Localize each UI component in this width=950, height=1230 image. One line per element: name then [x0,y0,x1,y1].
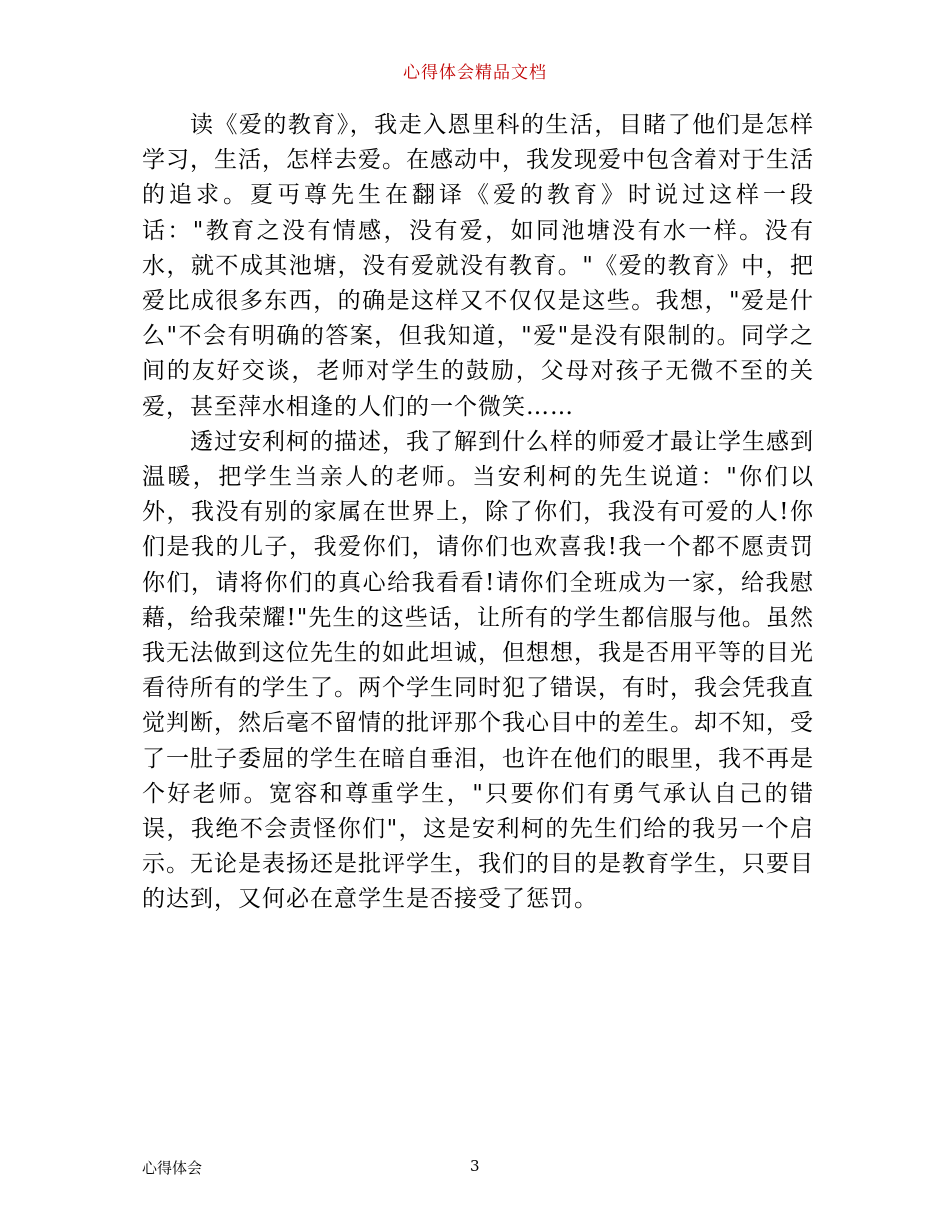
page-number: 3 [470,1157,480,1175]
document-body [142,108,814,918]
paragraph: 读《爱的教育》，我走入恩里科的生活，目睹了他们是怎样学习，生活，怎样去爱。在感动中，我发现爱中包含着对于生活的追求。夏丏尊先生在翻译《爱的教育》时说过这样一段话："教育之没有情感，没有爱，如同池塘没有水一样。没有水，就不成其池塘，没有爱就没有教育。"《爱的教育》中，把爱比成很多东西，的确是这样又不仅仅是这些。我想，"爱是什么"不会有明确的答案，但我知道，"爱"是没有限制的。同学之间的友好交谈，老师对学生的鼓励，父母对孩子无微不至的关爱，甚至萍水相逢的人们的一个微笑…… [142,112,814,420]
paragraph: 透过安利柯的描述，我了解到什么样的师爱才最让学生感到温暖，把学生当亲人的老师。当安利柯的先生说道："你们以外，我没有别的家属在世界上，除了你们，我没有可爱的人!你们是我的儿子，我爱你们，请你们也欢喜我!我一个都不愿责罚你们，请将你们的真心给我看看!请你们全班成为一家，给我慰藉，给我荣耀!"先生的这些话，让所有的学生都信服与他。虽然我无法做到这位先生的如此坦诚，但想想，我是否用平等的目光看待所有的学生了。两个学生同时犯了错误，有时，我会凭我直觉判断，然后毫不留情的批评那个我心目中的差生。却不知，受了一肚子委屈的学生在暗自垂泪，也许在他们的眼里，我不再是个好老师。宽容和尊重学生，"只要你们有勇气承认自己的错误，我绝不会责怪你们"，这是安利柯的先生们给的我另一个启示。无论是表扬还是批评学生，我们的目的是教育学生，只要目的达到，又何必在意学生是否接受了惩罚。 [142,428,814,913]
footer-label: 心得体会 [142,1159,203,1177]
page-header-title: 心得体会精品文档 [403,63,547,83]
